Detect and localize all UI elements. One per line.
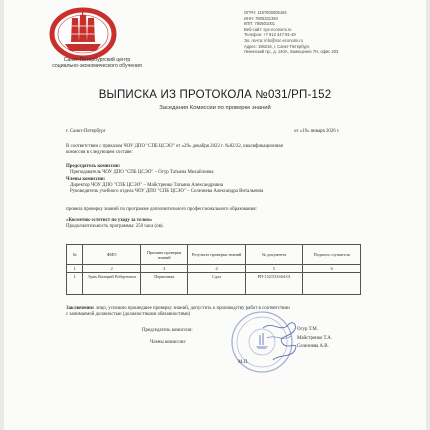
col-fullname: ФИО <box>83 245 141 265</box>
column-index: 5 <box>245 265 303 273</box>
conclusion-text: лицо, успешно прошедшее проверку знаний, допустить к производству работ в соответствии <box>94 306 290 311</box>
signature-chair-label: Председатель комиссии: <box>142 328 193 333</box>
col-signature: Подпись слушателя <box>303 245 361 265</box>
signatory-names <box>297 327 332 353</box>
document-title: ВЫПИСКА ИЗ ПРОТОКОЛА №031/РП-152 <box>98 89 332 101</box>
col-number: № <box>67 245 83 265</box>
organization-name <box>32 57 162 69</box>
column-index: 3 <box>141 265 188 273</box>
member-head-of-studies: Руководитель учебного отдела ЧОУ ДПО "СПБ ЦСЭО" – Селезнева Александра Витальевна <box>70 189 264 194</box>
signatory-name: Майстренко Т.А. <box>297 335 333 341</box>
cell-document-number: РП-152/531604-01 <box>245 273 303 295</box>
signatory-name: Огур Т.М. <box>297 327 318 332</box>
chair-heading: Председатель комиссии: <box>66 164 121 169</box>
col-result: Результат проверки знаний <box>188 245 246 265</box>
org-name-line: социально-экономического обучения <box>52 63 142 69</box>
conclusion-label: Заключение: <box>66 306 95 311</box>
requisite-email: Эл. почта: info@ssc-economi.ru <box>244 37 303 43</box>
document-subtitle: Заседания Комиссии по проверке знаний <box>159 105 271 111</box>
column-index: 1 <box>67 265 83 273</box>
requisite-ogrn: ОГРН: 1197800005184 <box>244 10 287 15</box>
stamp-place-label: М.П. <box>238 360 249 365</box>
city: г. Санкт-Петербург <box>66 129 106 134</box>
column-index: 4 <box>188 265 246 273</box>
conclusion-line: с занимаемой должностью (должностными обязанностями) <box>66 312 191 317</box>
column-numbers-row <box>67 265 361 273</box>
requisite-phone: Телефон: +7 812 447-81-49 <box>244 32 296 38</box>
col-document-number: № документа <box>245 245 303 265</box>
member-director: Директор ЧОУ ДПО "СПБ ЦСЭО" – Майстренко Татьяна Александровна <box>70 183 224 188</box>
protocol-date: от «19» января 2026 г. <box>294 129 340 134</box>
requisite-address: Адрес: 198216, г. Санкт-Петербург, <box>244 43 310 49</box>
requisites-block <box>244 10 404 55</box>
conclusion <box>66 306 378 318</box>
requisite-kpp: КПП: 780501001 <box>244 21 276 27</box>
org-name-line: Санкт-Петербургский центр <box>63 57 131 63</box>
requisite-website: Веб-сайт: spc-economi.ru <box>244 26 292 32</box>
order-line: В соответствии с приказом ЧОУ ДПО "СПБ ЦСЭО" от «29» декабря 2022 г. №02/22, квалификационная <box>66 144 283 149</box>
requisite-inn: ИНН: 7805331384 <box>244 15 278 21</box>
cell-reason: Первичная <box>141 273 188 295</box>
col-reason: Причина проверки знаний <box>141 245 188 265</box>
document-page <box>4 0 426 430</box>
members-heading: Члены комиссии: <box>66 177 106 182</box>
requisite-address-cont: Ленинский пр., д. 140А, помещение 7Н, офис 203 <box>244 49 339 55</box>
program-name: «Косметик-эстетист по уходу за телом» <box>66 218 153 223</box>
order-line: комиссия в следующем составе: <box>66 150 133 155</box>
exam-statement: провела проверку знаний по программе дополнительного профессионального образования: <box>66 207 257 212</box>
chair-person: Преподаватель ЧОУ ДПО "СПБ ЦСЭО" – Огур Татьяна Михайловна <box>70 170 214 175</box>
signature-members-label: Члены комиссии: <box>150 340 187 345</box>
cell-signature <box>303 273 361 295</box>
table-header-row <box>67 245 361 265</box>
ship-logo-icon <box>48 6 118 62</box>
order-paragraph <box>66 144 386 156</box>
column-index: 2 <box>83 265 141 273</box>
program-duration: Продолжительность программы: 250 часа (ов). <box>66 224 164 229</box>
cell-number: 1 <box>67 273 83 295</box>
table-row <box>67 273 361 295</box>
signatory-name: Селезнева А.В. <box>297 344 329 349</box>
cell-result: Сдал <box>188 273 246 295</box>
results-table <box>66 244 361 295</box>
column-index: 6 <box>303 265 361 273</box>
cell-fullname: Эрих Валерий Робертович <box>83 273 141 295</box>
